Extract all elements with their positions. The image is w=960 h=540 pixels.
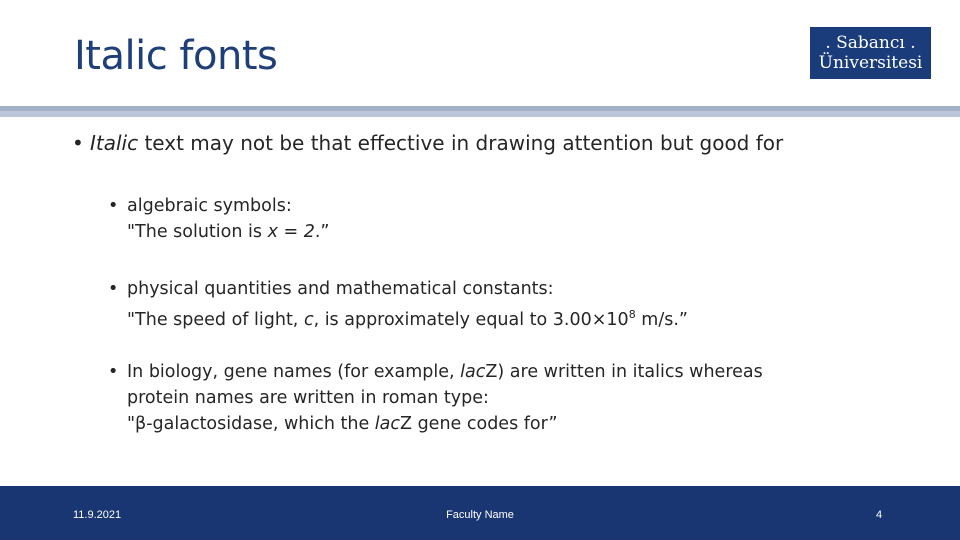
sub-bullet-text [127,193,330,245]
slide-body [0,117,960,486]
main-bullet-text: text may not be that effective in drawing attention but good for [138,131,784,155]
text-run: , is approximately equal to 3.00×10 [313,309,629,330]
italic-run: c [303,309,314,330]
text-run: m/s.” [635,309,688,330]
text-run: Z [400,414,413,434]
footer-page-number: 4 [876,509,883,521]
bullet-dot: • [108,196,119,216]
slide-title: Italic fonts [74,33,278,79]
sub-bullet-text [127,359,763,437]
sub-bullet-line: protein names are written in roman type: [127,388,489,408]
sub-bullet-line [127,302,688,333]
main-bullet-italic-word: Italic [90,131,139,155]
bullet-dot: • [108,279,119,299]
slide-footer [0,486,960,540]
slide-header [0,0,960,106]
sub-bullet-line [127,219,330,245]
superscript: 8 [628,308,636,321]
sub-bullet-text [127,276,688,333]
header-divider [0,106,960,117]
bullet-dot: • [108,362,119,382]
italic-run: lac [460,362,486,382]
bullet-dot: • [72,131,84,155]
sub-bullet-line [127,411,763,437]
main-bullet [72,129,783,157]
italic-run: lac [374,414,401,434]
text-run: In biology, gene names (for example, [127,362,461,382]
text-run: Z [485,362,498,382]
footer-faculty-name: Faculty Name [446,509,514,521]
text-run: "β-galactosidase, which the [127,414,375,434]
university-logo [810,27,931,79]
text-run: "The solution is [127,222,268,242]
sub-bullet-line: physical quantities and mathematical constants: [127,279,554,299]
sub-bullet-line: algebraic symbols: [127,196,292,216]
text-run: ) are written in italics whereas [497,362,763,382]
footer-date: 11.9.2021 [73,509,122,521]
text-run: gene codes for” [412,414,558,434]
italic-run: x = 2 [267,222,315,242]
logo-line-1: . Sabancı . [825,33,916,53]
header-divider-band [0,106,960,111]
text-run: "The speed of light, [127,309,304,330]
text-run: .” [314,222,330,242]
logo-line-2: Üniversitesi [818,53,923,73]
sub-bullet-line [127,359,763,385]
